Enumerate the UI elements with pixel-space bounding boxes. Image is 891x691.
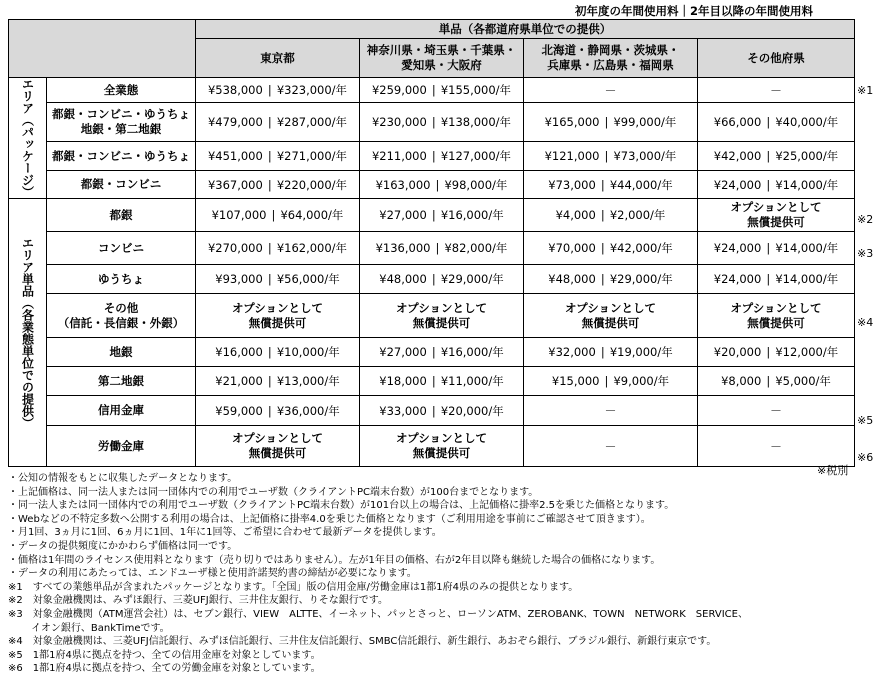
note-line: ※1 すべての業態単品が含まれたパッケージとなります。「全国」版の信用金庫/労働金庫は1都1府4県のみの提供となります。	[8, 581, 579, 593]
option-free-cell: オプションとして 無償提供可	[196, 294, 360, 338]
first-year-price: ¥18,000	[379, 374, 427, 388]
price-separator: |	[431, 115, 436, 129]
first-year-price: ¥48,000	[548, 272, 596, 286]
price-cell	[524, 265, 698, 294]
renewal-price: ¥220,000/年	[276, 177, 348, 192]
note-line: イオン銀行、BankTimeです。	[8, 622, 170, 634]
first-year-price: ¥270,000	[207, 241, 263, 255]
table-caption: 初年度の年間使用料｜2年目以降の年間使用料	[575, 4, 813, 18]
not-available-cell: －	[524, 396, 698, 426]
note-line: ・Webなどの不特定多数へ公開する利用の場合は、上記価格に掛率4.0を乗じた価格となります（ご利用用途を事前にご確認させて頂きます）。	[8, 513, 651, 525]
row-category: 都銀・コンビニ・ゆうちょ 地銀・第二地銀	[47, 103, 196, 142]
row-footnote-mark: ※5	[857, 414, 874, 427]
renewal-price: ¥14,000/年	[775, 272, 839, 286]
renewal-price: ¥5,000/年	[775, 374, 831, 388]
renewal-price: ¥73,000/年	[613, 149, 677, 163]
price-cell	[524, 338, 698, 367]
column-header-1: 東京都	[196, 39, 360, 78]
column-header-4: その他府県	[698, 39, 855, 78]
first-year-price: ¥24,000	[713, 241, 762, 255]
price-table	[8, 19, 855, 467]
price-separator: |	[766, 177, 771, 192]
table-row	[9, 103, 855, 142]
price-cell	[360, 265, 524, 294]
price-separator: |	[267, 241, 272, 255]
first-year-price: ¥136,000	[375, 241, 431, 255]
price-separator: |	[431, 345, 436, 359]
price-separator: |	[766, 149, 771, 163]
renewal-price: ¥9,000/年	[613, 374, 670, 388]
price-separator: |	[604, 115, 609, 129]
not-available-cell: －	[698, 426, 855, 467]
price-cell	[196, 199, 360, 232]
not-available-cell: －	[698, 396, 855, 426]
first-year-price: ¥107,000	[211, 208, 267, 222]
price-cell	[360, 396, 524, 426]
first-year-price: ¥24,000	[713, 177, 762, 192]
option-free-cell: オプションとして 無償提供可	[360, 426, 524, 467]
price-separator: |	[766, 345, 771, 359]
price-cell	[196, 338, 360, 367]
row-footnote-mark: ※4	[857, 316, 874, 329]
price-cell	[360, 338, 524, 367]
first-year-price: ¥24,000	[713, 272, 762, 286]
row-category: 全業態	[47, 78, 196, 103]
price-cell	[360, 171, 524, 199]
price-separator: |	[600, 241, 605, 255]
price-separator: |	[435, 177, 440, 192]
row-category: 都銀・コンビニ・ゆうちょ	[47, 142, 196, 171]
renewal-price: ¥12,000/年	[775, 345, 839, 359]
first-year-price: ¥48,000	[379, 272, 427, 286]
note-line: ・上記価格は、同一法人または同一団体内での利用でユーザ数（クライアントPC端末台数）が100台までとなります。	[8, 486, 539, 498]
renewal-price: ¥155,000/年	[440, 83, 512, 97]
note-line: ※5 1都1府4県に拠点を持つ、全ての信用金庫を対象としています。	[8, 649, 321, 661]
table-row	[9, 232, 855, 265]
row-category: 地銀	[47, 338, 196, 367]
note-line: ※3 対象金融機関（ATM運営会社）は、セブン銀行、VIEW ALTTE、イーネット、パッとさっと、ローソンATM、ZEROBANK、TOWN NETWORK SERVICE、	[8, 608, 748, 620]
price-cell	[524, 103, 698, 142]
price-separator: |	[267, 83, 272, 97]
price-cell	[196, 396, 360, 426]
price-cell	[196, 78, 360, 103]
row-category: その他 （信託・長信銀・外銀）	[47, 294, 196, 338]
first-year-price: ¥59,000	[215, 403, 263, 418]
not-available-cell: －	[524, 426, 698, 467]
renewal-price: ¥44,000/年	[609, 177, 673, 192]
option-free-cell: オプションとして 無償提供可	[698, 199, 855, 232]
price-separator: |	[431, 149, 436, 163]
row-category: コンビニ	[47, 232, 196, 265]
first-year-price: ¥42,000	[713, 149, 762, 163]
renewal-price: ¥16,000/年	[440, 345, 504, 359]
not-available-cell: －	[698, 78, 855, 103]
not-available-cell: －	[524, 78, 698, 103]
column-header-3: 北海道・静岡県・茨城県・ 兵庫県・広島県・福岡県	[524, 39, 698, 78]
first-year-price: ¥16,000	[215, 345, 263, 359]
price-separator: |	[600, 177, 605, 192]
price-separator: |	[435, 241, 440, 255]
note-line: ※4 対象金融機関は、三菱UFJ信託銀行、みずほ信託銀行、三井住友信託銀行、SMBC信託銀行、新生銀行、あおぞら銀行、ブラジル銀行、新銀行東京です。	[8, 636, 717, 648]
price-separator: |	[604, 374, 609, 388]
row-footnote-mark: ※3	[857, 246, 874, 260]
renewal-price: ¥10,000/年	[276, 345, 340, 359]
price-separator: |	[766, 374, 771, 388]
note-line: ・価格は1年間のライセンス使用料となります（売り切りではありません）。左が1年目の価格、右が2年目以降も継続した場合の価格になります。	[8, 554, 661, 566]
price-cell	[698, 265, 855, 294]
price-cell	[698, 338, 855, 367]
price-cell	[524, 199, 698, 232]
price-separator: |	[267, 374, 272, 388]
renewal-price: ¥36,000/年	[276, 403, 340, 418]
first-year-price: ¥451,000	[207, 149, 263, 163]
table-row	[9, 78, 855, 103]
first-year-price: ¥33,000	[379, 403, 427, 418]
price-cell	[698, 103, 855, 142]
first-year-price: ¥367,000	[207, 177, 263, 192]
price-separator: |	[267, 115, 272, 129]
price-separator: |	[431, 374, 436, 388]
first-year-price: ¥27,000	[379, 208, 427, 222]
first-year-price: ¥163,000	[375, 177, 431, 192]
group-label-area-package: エリア（パッケージ）	[9, 78, 47, 199]
option-free-cell: オプションとして 無償提供可	[524, 294, 698, 338]
column-header-2: 神奈川県・埼玉県・千葉県・ 愛知県・大阪府	[360, 39, 524, 78]
first-year-price: ¥165,000	[544, 115, 600, 129]
first-year-price: ¥73,000	[548, 177, 596, 192]
price-cell	[360, 199, 524, 232]
price-cell	[196, 142, 360, 171]
first-year-price: ¥32,000	[548, 345, 596, 359]
table-row	[9, 294, 855, 338]
renewal-price: ¥25,000/年	[775, 149, 839, 163]
first-year-price: ¥27,000	[379, 345, 427, 359]
price-cell	[698, 232, 855, 265]
row-category: 第二地銀	[47, 367, 196, 396]
row-footnote-mark: ※6	[857, 450, 874, 464]
first-year-price: ¥121,000	[544, 149, 600, 163]
note-line: ・公知の情報をもとに収集したデータとなります。	[8, 473, 238, 484]
first-year-price: ¥211,000	[371, 149, 427, 163]
row-category: 都銀・コンビニ	[47, 171, 196, 199]
price-separator: |	[766, 272, 771, 286]
price-cell	[524, 142, 698, 171]
price-cell	[360, 142, 524, 171]
renewal-price: ¥271,000/年	[276, 149, 348, 163]
price-separator: |	[431, 208, 436, 222]
table-row	[9, 426, 855, 467]
table-row	[9, 171, 855, 199]
renewal-price: ¥42,000/年	[609, 241, 673, 255]
renewal-price: ¥20,000/年	[440, 403, 504, 418]
price-separator: |	[766, 241, 771, 255]
price-separator: |	[267, 177, 272, 192]
row-category: ゆうちょ	[47, 265, 196, 294]
first-year-price: ¥4,000	[555, 208, 596, 222]
price-separator: |	[766, 115, 771, 129]
first-year-price: ¥259,000	[371, 83, 427, 97]
option-free-cell: オプションとして 無償提供可	[196, 426, 360, 467]
note-line: ・月1回、3ヵ月に1回、6ヵ月に1回、1年に1回等、ご希望に合わせて最新データを提供します。	[8, 527, 442, 539]
price-separator: |	[267, 272, 272, 286]
table-row	[9, 367, 855, 396]
renewal-price: ¥82,000/年	[444, 241, 508, 255]
table-row	[9, 396, 855, 426]
price-separator: |	[267, 345, 272, 359]
renewal-price: ¥16,000/年	[440, 208, 504, 222]
price-separator: |	[600, 208, 605, 222]
price-separator: |	[431, 272, 436, 286]
renewal-price: ¥162,000/年	[276, 241, 348, 255]
price-cell	[196, 265, 360, 294]
renewal-price: ¥40,000/年	[775, 115, 839, 129]
row-category: 信用金庫	[47, 396, 196, 426]
first-year-price: ¥93,000	[215, 272, 263, 286]
note-line: ・同一法人または同一団体内での利用でユーザ数（クライアントPC端末台数）が101台以上の場合は、上記価格に掛率2.5を乗じた価格となります。	[8, 500, 675, 512]
renewal-price: ¥14,000/年	[775, 241, 839, 255]
price-cell	[698, 367, 855, 396]
first-year-price: ¥8,000	[721, 374, 762, 388]
table-row	[9, 142, 855, 171]
note-line: ※2 対象金融機関は、みずほ銀行、三菱UFJ銀行、三井住友銀行、りそな銀行です。	[8, 595, 388, 607]
price-separator: |	[271, 208, 276, 222]
first-year-price: ¥538,000	[207, 83, 263, 97]
first-year-price: ¥15,000	[551, 374, 600, 388]
renewal-price: ¥19,000/年	[609, 345, 673, 359]
price-separator: |	[431, 83, 436, 97]
price-cell	[360, 78, 524, 103]
row-footnote-mark: ※2	[857, 212, 874, 226]
price-cell	[360, 103, 524, 142]
price-cell	[196, 171, 360, 199]
price-separator: |	[431, 403, 436, 418]
group-label-area-single: エリア単品（各業態単位での提供）	[9, 199, 47, 467]
price-separator: |	[604, 149, 609, 163]
renewal-price: ¥287,000/年	[276, 115, 348, 129]
price-separator: |	[267, 403, 272, 418]
first-year-price: ¥230,000	[371, 115, 427, 129]
price-cell	[698, 142, 855, 171]
option-free-cell: オプションとして 無償提供可	[698, 294, 855, 338]
price-cell	[524, 171, 698, 199]
table-row	[9, 199, 855, 232]
notes-block	[8, 472, 888, 676]
note-line: ・データの利用にあたっては、エンドユーザ様と使用許諾契約書の締結が必要になります。	[8, 568, 417, 580]
table-row	[9, 338, 855, 367]
renewal-price: ¥127,000/年	[440, 149, 512, 163]
price-cell	[196, 232, 360, 265]
renewal-price: ¥323,000/年	[276, 83, 348, 97]
table-row	[9, 265, 855, 294]
price-separator: |	[600, 272, 605, 286]
row-footnote-mark: ※1	[857, 83, 874, 97]
note-line: ※6 1都1府4県に拠点を持つ、全ての労働金庫を対象としています。	[8, 663, 321, 675]
note-line: ・データの提供頻度にかかわらず価格は同一です。	[8, 540, 238, 552]
price-separator: |	[267, 149, 272, 163]
first-year-price: ¥70,000	[548, 241, 596, 255]
row-category: 労働金庫	[47, 426, 196, 467]
renewal-price: ¥98,000/年	[444, 177, 508, 192]
renewal-price: ¥11,000/年	[440, 374, 504, 388]
renewal-price: ¥29,000/年	[609, 272, 673, 286]
option-free-cell: オプションとして 無償提供可	[360, 294, 524, 338]
renewal-price: ¥2,000/年	[609, 208, 666, 222]
price-cell	[698, 171, 855, 199]
renewal-price: ¥13,000/年	[276, 374, 340, 388]
price-cell	[360, 367, 524, 396]
corner-header-cell	[9, 20, 196, 78]
renewal-price: ¥14,000/年	[775, 177, 839, 192]
price-cell	[360, 232, 524, 265]
first-year-price: ¥20,000	[713, 345, 762, 359]
price-cell	[196, 103, 360, 142]
renewal-price: ¥138,000/年	[440, 115, 512, 129]
first-year-price: ¥479,000	[207, 115, 263, 129]
price-separator: |	[600, 345, 605, 359]
renewal-price: ¥29,000/年	[440, 272, 504, 286]
first-year-price: ¥66,000	[713, 115, 762, 129]
price-cell	[196, 367, 360, 396]
row-category: 都銀	[47, 199, 196, 232]
renewal-price: ¥64,000/年	[280, 208, 344, 222]
tax-note: ※税別	[817, 464, 849, 477]
single-group-header: 単品（各都道府県単位での提供）	[196, 20, 855, 39]
renewal-price: ¥56,000/年	[276, 272, 340, 286]
first-year-price: ¥21,000	[215, 374, 263, 388]
price-cell	[524, 232, 698, 265]
renewal-price: ¥99,000/年	[613, 115, 677, 129]
price-cell	[524, 367, 698, 396]
